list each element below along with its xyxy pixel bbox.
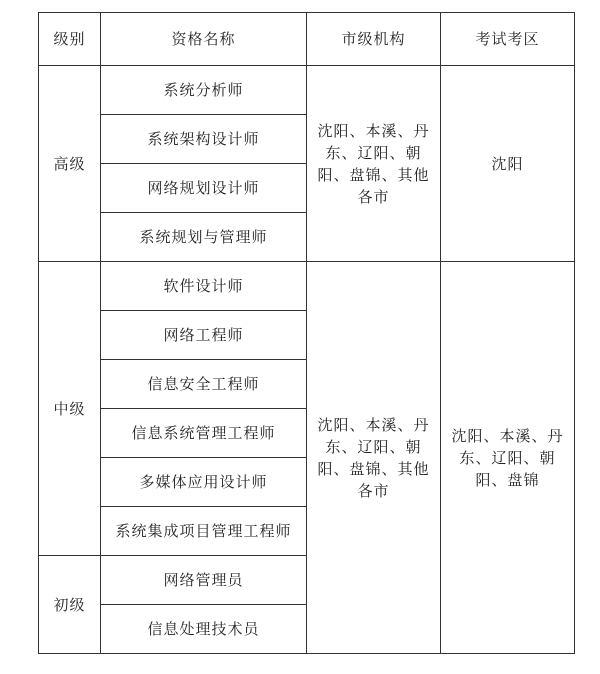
qualification-cell: 网络规划设计师 (101, 164, 307, 213)
level-cell-junior: 初级 (39, 556, 101, 654)
qualification-cell: 系统规划与管理师 (101, 213, 307, 262)
qualification-cell: 系统集成项目管理工程师 (101, 507, 307, 556)
qualification-cell: 信息安全工程师 (101, 360, 307, 409)
table-header-row (39, 13, 575, 66)
qualification-cell: 软件设计师 (101, 262, 307, 311)
qualification-cell: 网络管理员 (101, 556, 307, 605)
header-municipal-institution: 市级机构 (307, 13, 441, 66)
header-level: 级别 (39, 13, 101, 66)
table-row (39, 66, 575, 115)
level-cell-intermediate: 中级 (39, 262, 101, 556)
level-cell-senior: 高级 (39, 66, 101, 262)
qualification-cell: 多媒体应用设计师 (101, 458, 307, 507)
header-qualification-name: 资格名称 (101, 13, 307, 66)
qualification-cell: 网络工程师 (101, 311, 307, 360)
qualification-cell: 系统分析师 (101, 66, 307, 115)
qualification-cell: 信息处理技术员 (101, 605, 307, 654)
table-row (39, 262, 575, 311)
qualification-cell: 系统架构设计师 (101, 115, 307, 164)
institution-cell-intermediate: 沈阳、本溪、丹东、辽阳、朝阳、盘锦、其他各市 (307, 262, 441, 654)
exam-area-cell-intermediate: 沈阳、本溪、丹东、辽阳、朝阳、盘锦 (441, 262, 575, 654)
institution-cell-senior: 沈阳、本溪、丹东、辽阳、朝阳、盘锦、其他各市 (307, 66, 441, 262)
exam-region-table (38, 12, 575, 654)
qualification-cell: 信息系统管理工程师 (101, 409, 307, 458)
exam-area-cell-senior: 沈阳 (441, 66, 575, 262)
header-exam-area: 考试考区 (441, 13, 575, 66)
